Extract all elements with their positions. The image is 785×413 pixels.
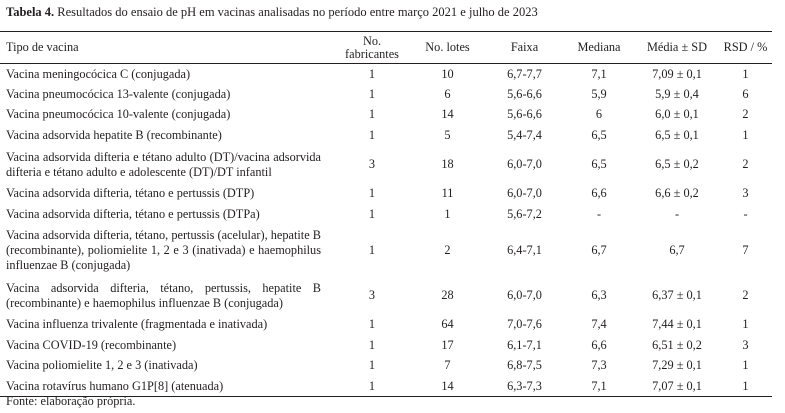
cell-media: 7,29 ± 0,1 (652, 358, 702, 373)
table-row (0, 356, 772, 377)
cell-tipo-text: Vacina pneumocócica 13-valente (conjugada) (6, 86, 231, 101)
cell-fabricantes: 1 (368, 317, 376, 332)
cell-faixa: 5,6-7,2 (507, 206, 542, 221)
cell-media: 6,51 ± 0,2 (652, 337, 702, 352)
cell-lotes: 2 (444, 243, 451, 257)
table-row (0, 184, 772, 205)
cell-tipo-text: Vacina COVID-19 (recombinante) (6, 337, 177, 352)
header-mediana: Mediana (577, 40, 621, 54)
table-row (0, 105, 772, 126)
cell-rsd: - (743, 206, 748, 221)
cell-fabricantes: 1 (368, 206, 376, 221)
cell-faixa: 6,0-7,0 (507, 288, 542, 302)
cell-tipo-text: Vacina adsorvida difteria, tétano e pertussis (DTPa) (6, 206, 260, 221)
cell-media: 6,0 ± 0,1 (655, 107, 699, 122)
cell-rsd: 3 (742, 337, 749, 352)
table-row (0, 204, 772, 225)
table-row (0, 315, 772, 336)
cell-mediana: - (596, 206, 602, 221)
header-lotes: No. lotes (425, 40, 470, 54)
cell-faixa: 6,0-7,0 (507, 157, 542, 171)
cell-lotes: 17 (441, 337, 454, 352)
table-row (0, 225, 772, 277)
cell-rsd: 3 (742, 186, 749, 201)
cell-faixa: 5,6-6,6 (507, 107, 542, 122)
cell-lotes: 18 (441, 157, 454, 171)
cell-lotes: 7 (444, 358, 451, 373)
cell-lotes: 28 (441, 288, 454, 302)
cell-media: 6,7 (669, 243, 685, 257)
ph-results-table (0, 31, 772, 397)
cell-fabricantes: 1 (368, 86, 376, 101)
table-row (0, 277, 772, 315)
header-tipo: Tipo de vacina (6, 40, 79, 54)
cell-tipo (0, 184, 335, 205)
cell-media: - (674, 206, 680, 221)
cell-tipo-text: Vacina meningocócica C (conjugada) (6, 66, 191, 81)
cell-fabricantes: 1 (368, 243, 376, 257)
cell-fabricantes: 1 (368, 378, 376, 393)
cell-media: 6,5 ± 0,2 (655, 157, 699, 171)
cell-rsd: 1 (742, 317, 749, 332)
cell-media: 7,09 ± 0,1 (652, 66, 702, 81)
cell-faixa: 6,3-7,3 (507, 378, 542, 393)
cell-tipo (0, 204, 335, 225)
cell-fabricantes: 1 (368, 358, 376, 373)
cell-media: 7,44 ± 0,1 (652, 317, 702, 332)
cell-tipo-text: Vacina rotavírus humano G1P[8] (atenuada) (6, 378, 224, 393)
header-faixa: Faixa (510, 40, 539, 54)
cell-lotes: 5 (444, 127, 451, 142)
cell-mediana: 6,3 (591, 288, 607, 302)
cell-lotes: 10 (441, 66, 454, 81)
cell-fabricantes: 1 (368, 107, 376, 122)
table-caption-label: Tabela 4. (6, 5, 55, 19)
cell-mediana: 6,6 (591, 186, 607, 201)
cell-fabricantes: 1 (368, 186, 376, 201)
cell-mediana: 6,5 (591, 157, 607, 171)
cell-rsd: 1 (742, 127, 749, 142)
cell-tipo-text: Vacina adsorvida hepatite B (recombinante) (6, 127, 222, 142)
table-row (0, 146, 772, 184)
table-body (0, 64, 772, 397)
cell-faixa: 6,8-7,5 (507, 358, 542, 373)
cell-rsd: 1 (742, 378, 749, 393)
cell-lotes: 14 (441, 378, 454, 393)
cell-tipo-text: Vacina influenza trivalente (fragmentada e inativada) (6, 317, 268, 332)
cell-fabricantes: 3 (368, 288, 376, 302)
table-caption-text: Resultados do ensaio de pH em vacinas analisadas no período entre março 2021 e julho de 2023 (54, 5, 538, 19)
cell-faixa: 6,1-7,1 (507, 337, 542, 352)
table-row (0, 84, 772, 105)
cell-mediana: 6 (595, 107, 603, 122)
cell-mediana: 7,4 (591, 317, 607, 332)
cell-media: 6,6 ± 0,2 (655, 186, 699, 201)
cell-tipo (0, 64, 335, 85)
cell-rsd: 2 (742, 107, 749, 122)
header-fabricantes (335, 32, 409, 64)
cell-mediana: 7,1 (591, 66, 607, 81)
cell-rsd: 2 (742, 157, 749, 171)
cell-rsd: 6 (742, 86, 749, 101)
cell-tipo (0, 315, 335, 336)
cell-mediana: 6,5 (591, 127, 607, 142)
cell-faixa: 5,4-7,4 (507, 127, 542, 142)
cell-mediana: 5,9 (591, 86, 607, 101)
table-caption (6, 4, 538, 20)
table-row (0, 335, 772, 356)
table-row (0, 64, 772, 85)
header-row (0, 32, 772, 64)
cell-media: 6,5 ± 0,1 (655, 127, 699, 142)
cell-tipo-text: Vacina adsorvida difteria, tétano e pertussis (DTP) (6, 186, 255, 201)
cell-mediana: 6,7 (591, 243, 607, 257)
cell-tipo (0, 105, 335, 126)
cell-lotes: 64 (441, 317, 454, 332)
cell-rsd: 7 (742, 243, 749, 257)
cell-rsd: 1 (742, 66, 749, 81)
cell-tipo-text: Vacina pneumocócica 10-valente (conjugada) (6, 107, 231, 122)
cell-tipo-text: Vacina adsorvida difteria, tétano, pertussis, hepatite B (recombinante) e haemophilus influenzae B (conjugada) (6, 280, 321, 310)
cell-media: 5,9 ± 0,4 (655, 86, 699, 101)
cell-lotes: 11 (441, 186, 454, 201)
header-fabricantes-label: No. fabricantes (345, 33, 399, 61)
cell-mediana: 7,1 (591, 378, 607, 393)
cell-faixa: 6,4-7,1 (507, 243, 542, 257)
cell-tipo (0, 356, 335, 377)
cell-fabricantes: 1 (368, 66, 376, 81)
cell-faixa: 6,0-7,0 (507, 186, 542, 201)
cell-lotes: 1 (444, 206, 451, 221)
cell-lotes: 6 (444, 86, 451, 101)
cell-media: 7,07 ± 0,1 (652, 378, 702, 393)
table-row (0, 125, 772, 146)
header-rsd: RSD / % (723, 40, 768, 54)
cell-fabricantes: 3 (368, 157, 376, 171)
cell-tipo (0, 84, 335, 105)
cell-lotes: 14 (441, 107, 454, 122)
table-header (0, 32, 772, 64)
cell-mediana: 7,3 (591, 358, 607, 373)
cell-fabricantes: 1 (368, 337, 376, 352)
cell-tipo (0, 146, 335, 184)
cell-faixa: 5,6-6,6 (507, 86, 542, 101)
cell-tipo (0, 277, 335, 315)
cell-tipo-text: Vacina adsorvida difteria e tétano adulto (DT)/vacina adsorvida difteria e tétano adulto e adolescente (DT)/DT infantil (6, 149, 321, 179)
cell-tipo (0, 225, 335, 277)
cell-rsd: 1 (742, 358, 749, 373)
cell-tipo (0, 125, 335, 146)
cell-media: 6,37 ± 0,1 (652, 288, 702, 302)
cell-fabricantes: 1 (368, 127, 376, 142)
cell-faixa: 7,0-7,6 (507, 317, 542, 332)
cell-faixa: 6,7-7,7 (507, 66, 542, 81)
cell-tipo-text: Vacina adsorvida difteria, tétano, pertussis (acelular), hepatite B (recombinante), poliomielite 1, 2 e 3 (inativada) e haemophilus influenzae B (conjugada) (6, 228, 321, 272)
cell-tipo-text: Vacina poliomielite 1, 2 e 3 (inativada) (6, 358, 198, 373)
cell-mediana: 6,6 (591, 337, 607, 352)
cell-rsd: 2 (742, 288, 749, 302)
header-media: Média ± SD (646, 40, 708, 54)
cell-tipo (0, 335, 335, 356)
table-source-note: Fonte: elaboração própria. (6, 394, 136, 408)
